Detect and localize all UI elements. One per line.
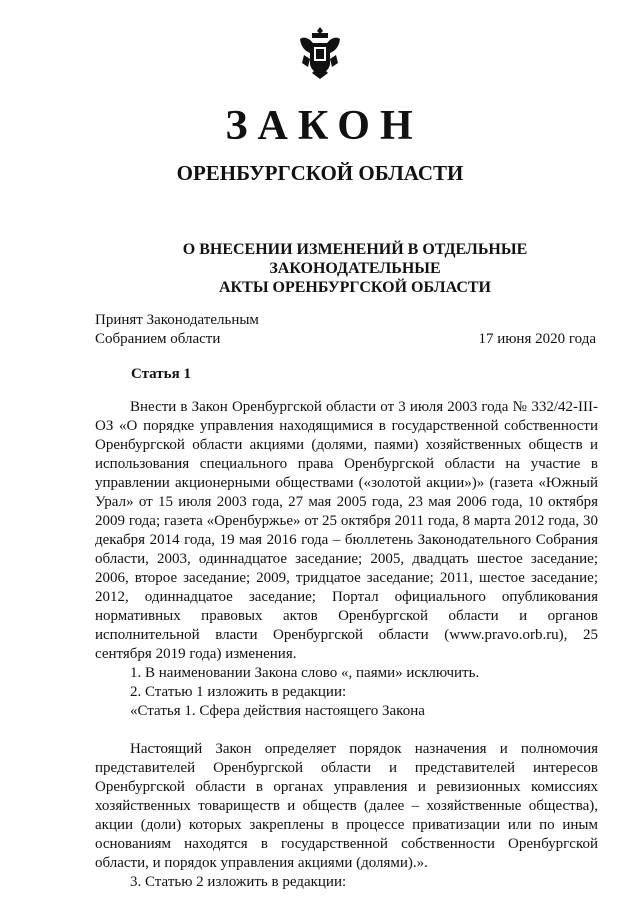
law-heading-line: О ВНЕСЕНИИ ИЗМЕНЕНИЙ В ОТДЕЛЬНЫЕ ЗАКОНОДАТЕЛЬНЫЕ xyxy=(182,241,528,277)
paragraph: 3. Статью 2 изложить в редакции: xyxy=(130,874,347,890)
adoption-line: Собранием области xyxy=(95,331,221,347)
paragraph: Внести в Закон Оренбургской области от 3 июля 2003 года № 332/42-III-ОЗ «О порядке управления находящимися в государственной собственности Оренбургской области акциями (долями, паями) хозяйственных обществ и использования специального права Оренбургской области на участие в управлении акционерными обществами («золотой акции»)» (газета «Южный Урал» от 15 июля 2003 года, 27 мая 2005 года, 23 мая 2006 года, 10 октября 2009 года; газета «Оренбуржье» от 25 октября 2011 года, 8 марта 2012 года, 30 декабря 2014 года, 19 мая 2016 года – бюллетень Законодательного Собрания области, 2003, одиннадцатое заседание; 2005, двадцать шестое заседание; 2006, второе заседание; 2009, тридцатое заседание; 2011, шестое заседание; 2012, одиннадцатое заседание; Портал официального опубликования нормативных правовых актов Оренбургской области и органов исполнительной власти Оренбургской области (www.pravo.orb.ru), 25 сентября 2019 года) изменения. xyxy=(95,399,598,662)
law-heading xyxy=(110,240,600,297)
paragraph: 2. Статью 1 изложить в редакции: xyxy=(130,684,347,700)
adoption-line: Принят Законодательным xyxy=(95,312,259,328)
emblem xyxy=(298,25,342,81)
paragraph: «Статья 1. Сфера действия настоящего Закона xyxy=(130,703,425,719)
document-title: ЗАКОН xyxy=(225,103,423,149)
document-subtitle: ОРЕНБУРГСКОЙ ОБЛАСТИ xyxy=(176,161,464,185)
law-heading-line: АКТЫ ОРЕНБУРГСКОЙ ОБЛАСТИ xyxy=(219,279,491,296)
paragraph: 1. В наименовании Закона слово «, паями» исключить. xyxy=(130,665,480,681)
adoption-date: 17 июня 2020 года xyxy=(478,331,596,347)
article-body xyxy=(95,398,598,892)
coat-of-arms-icon xyxy=(298,25,342,81)
paragraph: Настоящий Закон определяет порядок назначения и полномочия представителей Оренбургской области и представителей интересов Оренбургской области в органах управления и ревизионных комиссиях хозяйственных товариществ и обществ (далее – хозяйственные общества), акции (доли) которых закреплены в процессе приватизации или по иным основаниям находятся в государственной собственности Оренбургской области, и порядок управления акциями (долями).». xyxy=(95,741,598,871)
adoption-note xyxy=(95,311,355,349)
article-title: Статья 1 xyxy=(131,366,191,382)
